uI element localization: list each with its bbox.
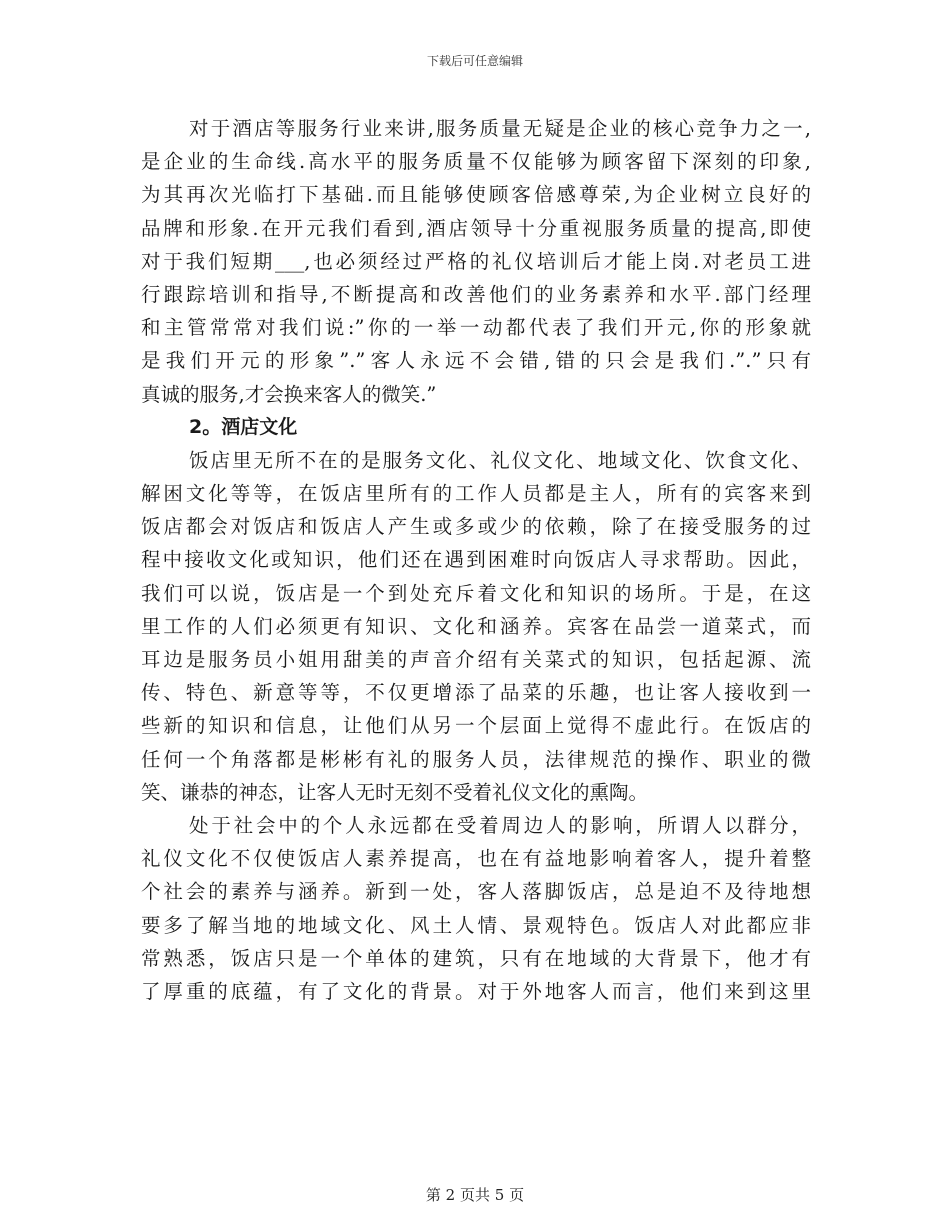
paragraph-hotel-culture <box>141 444 811 809</box>
document-body <box>141 112 811 1008</box>
text-line: 行跟踪培训和指导,不断提高和改善他们的业务素养和水平.部门经理 <box>141 282 811 306</box>
text-line: 饭店里无所不在的是服务文化、礼仪文化、地域文化、饮食文化、 <box>189 448 811 472</box>
section-heading: 2。酒店文化 <box>189 415 298 438</box>
text-line: 任何一个角落都是彬彬有礼的服务人员，法律规范的操作、职业的微 <box>141 747 811 771</box>
text-line: 品牌和形象.在开元我们看到,酒店领导十分重视服务质量的提高,即使 <box>141 216 811 240</box>
text-line: 为其再次光临打下基础.而且能够使顾客倍感尊荣,为企业树立良好的 <box>141 183 811 207</box>
text-line: 是我们开元的形象”.”客人永远不会错,错的只会是我们.”.”只有 <box>141 349 811 373</box>
text-line: 和主管常常对我们说:”你的一举一动都代表了我们开元,你的形象就 <box>141 316 811 340</box>
text-line: 程中接收文化或知识，他们还在遇到困难时向饭店人寻求帮助。因此， <box>141 548 811 572</box>
page-header: 下载后可任意编辑 <box>426 54 523 68</box>
page-number: 第 2 页共 5 页 <box>425 1186 525 1204</box>
text-line: 个社会的素养与涵养。新到一处，客人落脚饭店，总是迫不及待地想 <box>141 880 811 904</box>
text-line: 是企业的生命线.高水平的服务质量不仅能够为顾客留下深刻的印象, <box>141 150 811 174</box>
text-line: 对于我们短期___,也必须经过严格的礼仪培训后才能上岗.对老员工进 <box>141 249 811 273</box>
paragraph-social-influence <box>141 809 811 1008</box>
text-line: 些新的知识和信息，让他们从另一个层面上觉得不虚此行。在饭店的 <box>141 714 811 738</box>
text-line: 常熟悉，饭店只是一个单体的建筑，只有在地域的大背景下，他才有 <box>141 946 811 970</box>
text-line: 饭店都会对饭店和饭店人产生或多或少的依赖，除了在接受服务的过 <box>141 515 811 539</box>
paragraph-service-quality <box>141 112 811 411</box>
text-line: 解困文化等等，在饭店里所有的工作人员都是主人，所有的宾客来到 <box>141 482 811 506</box>
text-line: 礼仪文化不仅使饭店人素养提高，也在有益地影响着客人，提升着整 <box>141 847 811 871</box>
text-line: 了厚重的底蕴，有了文化的背景。对于外地客人而言，他们来到这里 <box>141 979 811 1003</box>
text-line: 笑、谦恭的神态，让客人无时无刻不受着礼仪文化的熏陶。 <box>141 780 649 804</box>
text-line: 传、特色、新意等等，不仅更增添了品菜的乐趣，也让客人接收到一 <box>141 681 811 705</box>
text-line: 对于酒店等服务行业来讲,服务质量无疑是企业的核心竞争力之一, <box>189 117 811 140</box>
text-line: 要多了解当地的地域文化、风土人情、景观特色。饭店人对此都应非 <box>141 913 811 937</box>
text-line: 里工作的人们必须更有知识、文化和涵养。宾客在品尝一道菜式，而 <box>141 614 811 638</box>
text-line: 我们可以说，饭店是一个到处充斥着文化和知识的场所。于是，在这 <box>141 581 811 605</box>
text-line: 处于社会中的个人永远都在受着周边人的影响，所谓人以群分， <box>189 813 811 837</box>
text-line: 耳边是服务员小姐用甜美的声音介绍有关菜式的知识，包括起源、流 <box>141 648 811 671</box>
text-line: 真诚的服务,才会换来客人的微笑.” <box>141 382 437 406</box>
